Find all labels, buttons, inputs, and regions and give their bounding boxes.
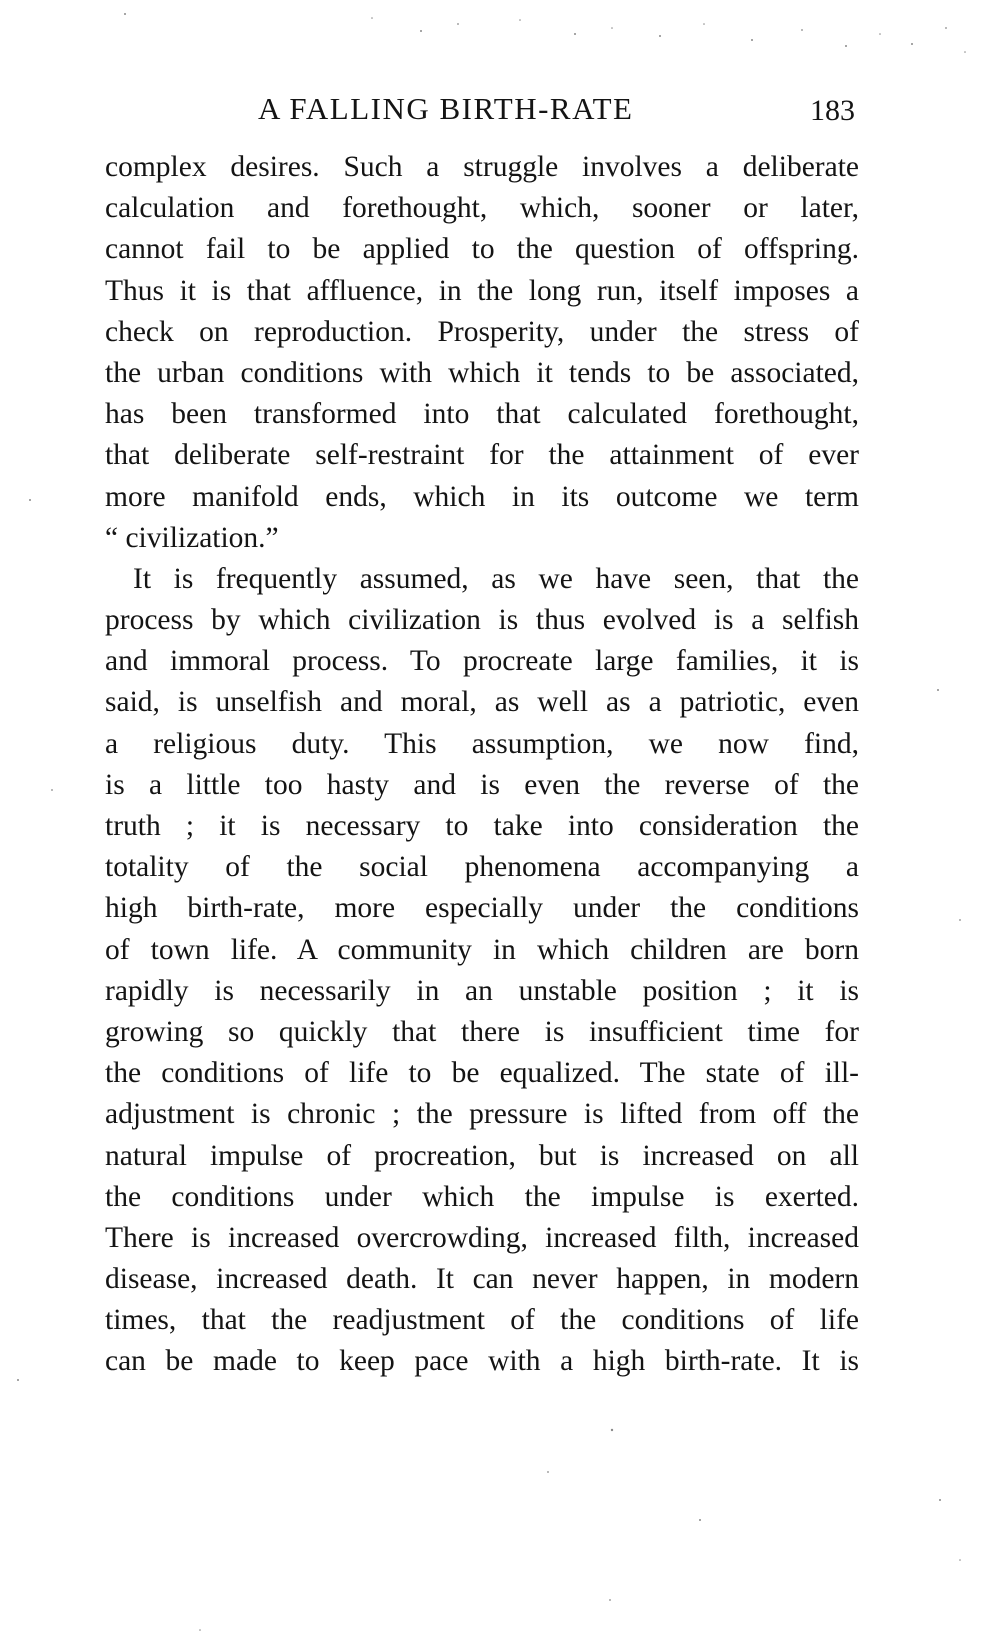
text-line: the conditions of life to be equalized. The state of ill- bbox=[105, 1057, 859, 1090]
text-line: complex desires. Such a struggle involves a deliberate bbox=[105, 151, 859, 183]
text-line: adjustment is chronic ; the pressure is lifted from off the bbox=[105, 1098, 859, 1131]
running-header-title: A FALLING BIRTH-RATE bbox=[258, 91, 634, 126]
text-line: totality of the social phenomena accompanying a bbox=[105, 851, 859, 884]
text-line: times, that the readjustment of the conditions of life bbox=[105, 1304, 859, 1337]
text-line: disease, increased death. It can never happen, in modern bbox=[105, 1263, 859, 1296]
text-line: said, is unselfish and moral, as well as a patriotic, even bbox=[105, 686, 859, 719]
body-text bbox=[105, 147, 859, 1383]
paragraph-start-line: It is frequently assumed, as we have seen, that the bbox=[133, 562, 859, 595]
text-line: growing so quickly that there is insufficient time for bbox=[105, 1015, 859, 1048]
text-line: Thus it is that affluence, in the long run, itself imposes a bbox=[105, 274, 859, 307]
text-line: high birth-rate, more especially under the conditions bbox=[105, 892, 859, 925]
text-line: and immoral process. To procreate large families, it is bbox=[105, 645, 859, 678]
text-line: of town life. A community in which children are born bbox=[105, 933, 859, 966]
text-line: the conditions under which the impulse is exerted. bbox=[105, 1180, 859, 1213]
text-line: more manifold ends, which in its outcome we term bbox=[105, 480, 859, 513]
text-line: “ civilization.” bbox=[105, 521, 279, 554]
text-line: rapidly is necessarily in an unstable position ; it is bbox=[105, 974, 859, 1007]
text-line: There is increased overcrowding, increased filth, increased bbox=[105, 1221, 859, 1254]
text-line: is a little too hasty and is even the reverse of the bbox=[105, 768, 859, 801]
text-line: check on reproduction. Prosperity, under the stress of bbox=[105, 315, 859, 348]
text-line: process by which civilization is thus evolved is a selfish bbox=[105, 604, 859, 637]
text-line: can be made to keep pace with a high birth-rate. It is bbox=[105, 1345, 859, 1378]
text-line: the urban conditions with which it tends to be associated, bbox=[105, 356, 859, 389]
page-number: 183 bbox=[810, 94, 855, 127]
text-line: that deliberate self-restraint for the attainment of ever bbox=[105, 439, 859, 472]
text-line: natural impulse of procreation, but is increased on all bbox=[105, 1139, 859, 1172]
text-line: a religious duty. This assumption, we now find, bbox=[105, 727, 859, 760]
text-line: truth ; it is necessary to take into consideration the bbox=[105, 810, 859, 842]
text-line: calculation and forethought, which, sooner or later, bbox=[105, 192, 859, 225]
text-line: has been transformed into that calculated forethought, bbox=[105, 398, 859, 431]
text-line: cannot fail to be applied to the question of offspring. bbox=[105, 233, 859, 266]
